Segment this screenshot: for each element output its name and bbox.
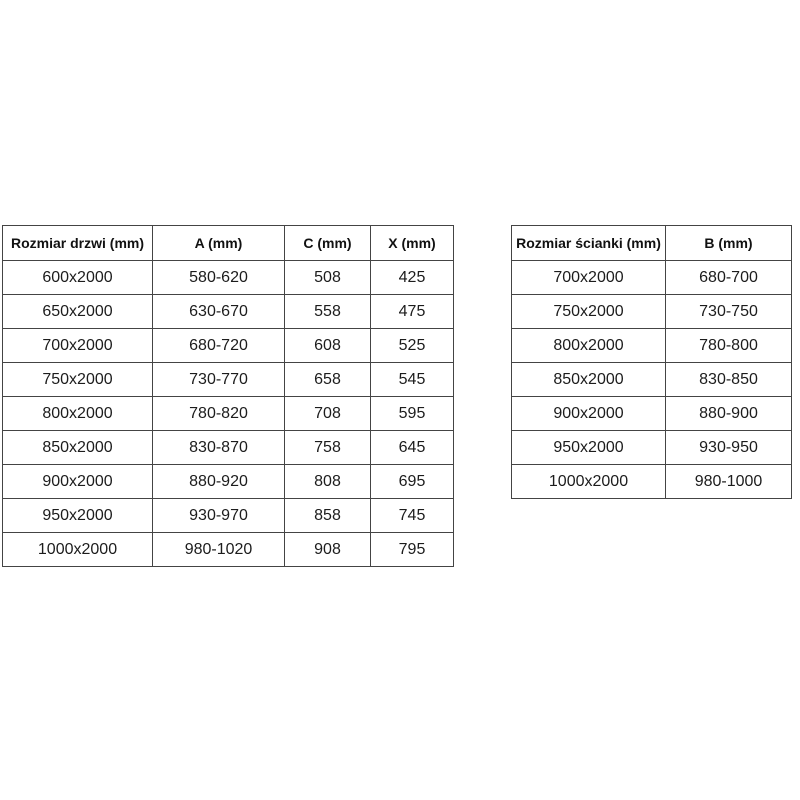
table-cell: 808 — [285, 465, 371, 499]
table-cell: 880-920 — [153, 465, 285, 499]
table-cell: 750x2000 — [3, 363, 153, 397]
table-cell: 475 — [371, 295, 454, 329]
column-header: A (mm) — [153, 226, 285, 261]
table-cell: 980-1000 — [666, 465, 792, 499]
header-row — [3, 226, 454, 261]
table-cell: 525 — [371, 329, 454, 363]
table-cell: 780-800 — [666, 329, 792, 363]
table-cell: 630-670 — [153, 295, 285, 329]
table-row — [3, 397, 454, 431]
table-cell: 508 — [285, 261, 371, 295]
table-cell: 980-1020 — [153, 533, 285, 567]
table-row — [512, 329, 792, 363]
table-cell: 700x2000 — [3, 329, 153, 363]
wall-sizes-table — [511, 225, 792, 499]
table-cell: 700x2000 — [512, 261, 666, 295]
table-cell: 425 — [371, 261, 454, 295]
table-cell: 858 — [285, 499, 371, 533]
table-cell: 850x2000 — [3, 431, 153, 465]
table-cell: 750x2000 — [512, 295, 666, 329]
table-row — [512, 465, 792, 499]
table-cell: 708 — [285, 397, 371, 431]
table-cell: 1000x2000 — [3, 533, 153, 567]
table-row — [512, 295, 792, 329]
table-cell: 830-850 — [666, 363, 792, 397]
table-cell: 850x2000 — [512, 363, 666, 397]
table-cell: 758 — [285, 431, 371, 465]
column-header: X (mm) — [371, 226, 454, 261]
column-header: C (mm) — [285, 226, 371, 261]
table-cell: 730-750 — [666, 295, 792, 329]
table-cell: 950x2000 — [3, 499, 153, 533]
table-row — [3, 499, 454, 533]
table-cell: 558 — [285, 295, 371, 329]
table-row — [512, 261, 792, 295]
table-row — [3, 329, 454, 363]
table-row — [512, 397, 792, 431]
table-cell: 695 — [371, 465, 454, 499]
table-cell: 580-620 — [153, 261, 285, 295]
table-cell: 880-900 — [666, 397, 792, 431]
header-row — [512, 226, 792, 261]
table-cell: 600x2000 — [3, 261, 153, 295]
table-row — [3, 431, 454, 465]
table-cell: 900x2000 — [512, 397, 666, 431]
table-cell: 795 — [371, 533, 454, 567]
table-cell: 900x2000 — [3, 465, 153, 499]
table-cell: 595 — [371, 397, 454, 431]
table-row — [3, 261, 454, 295]
table-cell: 830-870 — [153, 431, 285, 465]
table-row — [512, 431, 792, 465]
column-header: Rozmiar drzwi (mm) — [3, 226, 153, 261]
table-cell: 645 — [371, 431, 454, 465]
table-cell: 658 — [285, 363, 371, 397]
table-row — [3, 533, 454, 567]
table-cell: 800x2000 — [3, 397, 153, 431]
table-cell: 780-820 — [153, 397, 285, 431]
table-row — [512, 363, 792, 397]
table-cell: 745 — [371, 499, 454, 533]
table-cell: 930-970 — [153, 499, 285, 533]
table-cell: 650x2000 — [3, 295, 153, 329]
table-cell: 908 — [285, 533, 371, 567]
table-cell: 545 — [371, 363, 454, 397]
table-cell: 950x2000 — [512, 431, 666, 465]
column-header: B (mm) — [666, 226, 792, 261]
door-sizes-table — [2, 225, 454, 567]
table-row — [3, 295, 454, 329]
table-cell: 1000x2000 — [512, 465, 666, 499]
table-cell: 680-700 — [666, 261, 792, 295]
column-header: Rozmiar ścianki (mm) — [512, 226, 666, 261]
table-row — [3, 465, 454, 499]
table-cell: 608 — [285, 329, 371, 363]
table-row — [3, 363, 454, 397]
table-cell: 730-770 — [153, 363, 285, 397]
table-cell: 680-720 — [153, 329, 285, 363]
table-cell: 800x2000 — [512, 329, 666, 363]
table-cell: 930-950 — [666, 431, 792, 465]
